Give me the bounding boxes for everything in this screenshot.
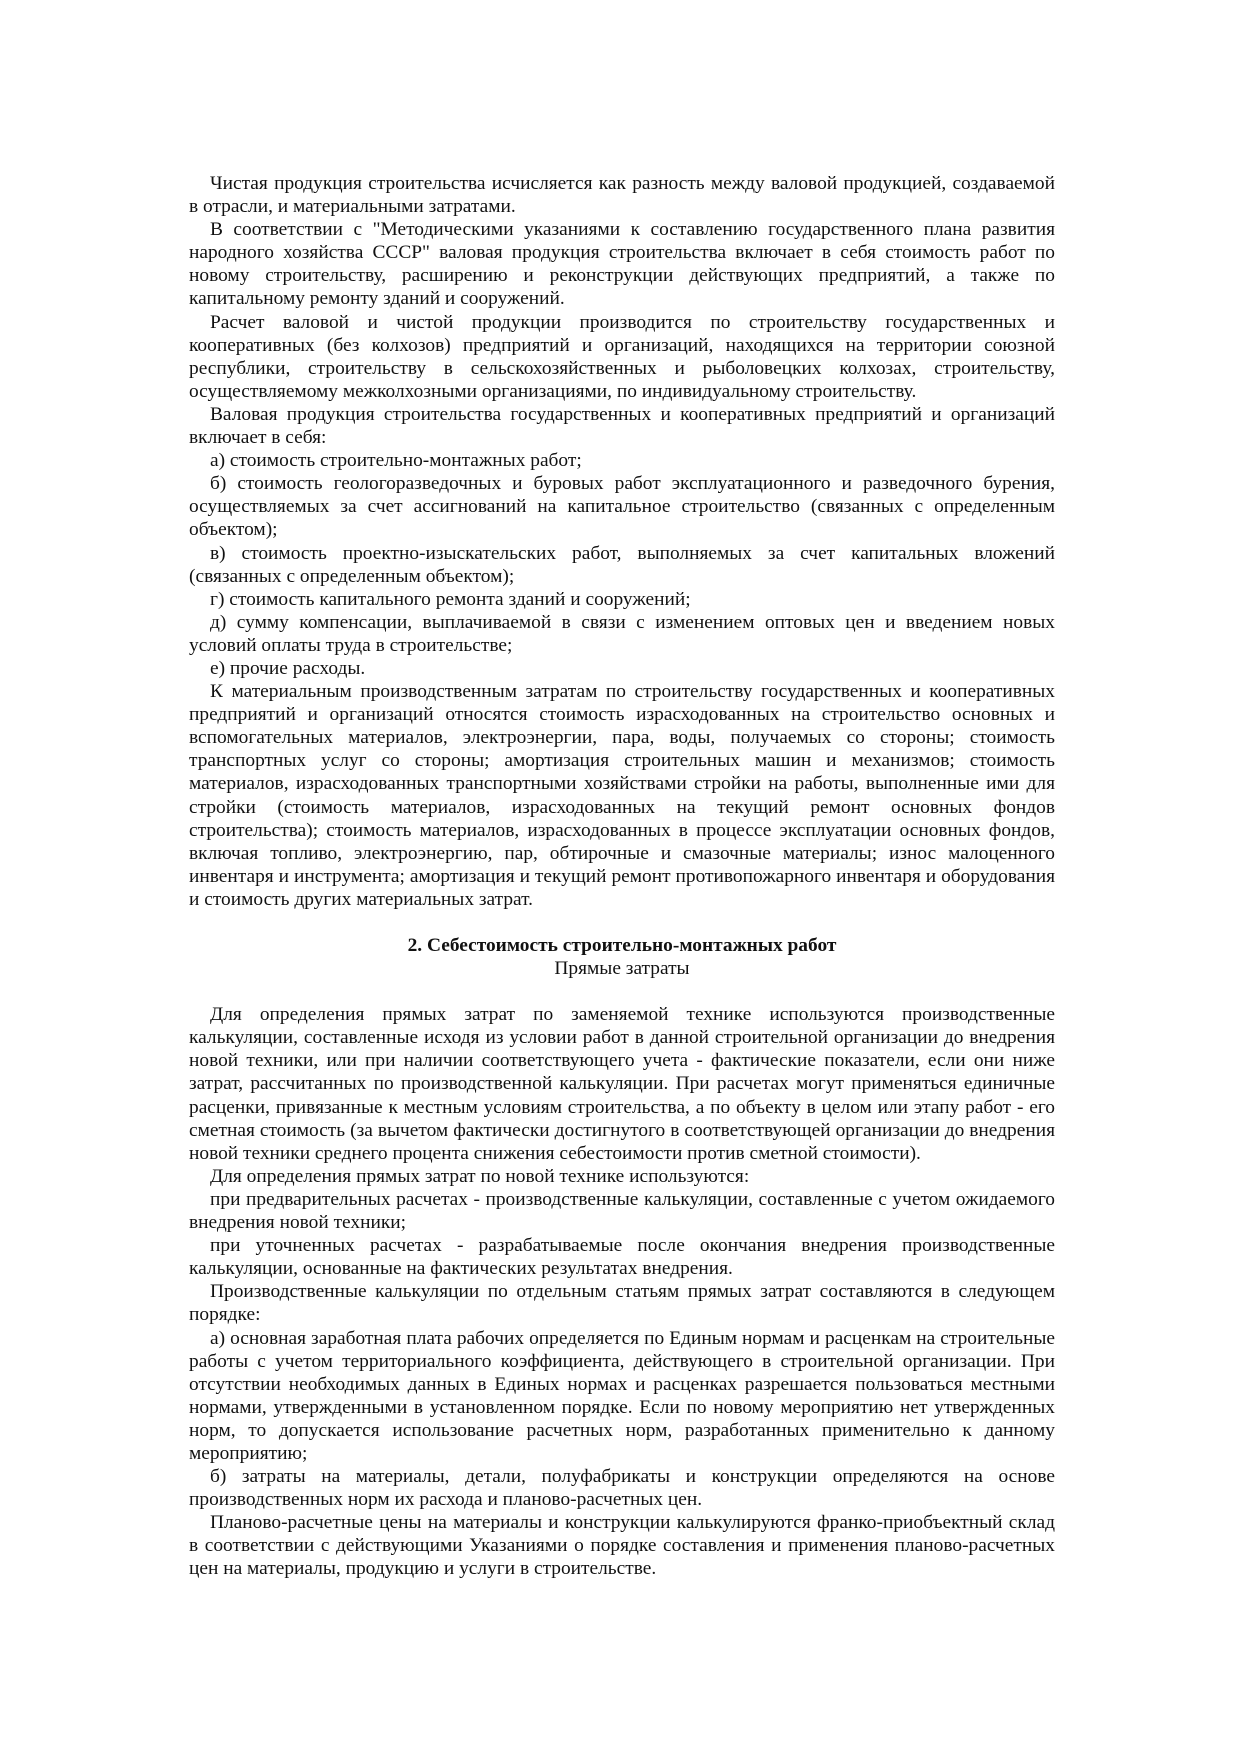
paragraph: В соответствии с "Методическими указаниями к составлению государственного плана развития народного хозяйства СССР" валовая продукция строительства включает в себя стоимость работ по новому строительству, расширению и реконструкции действующих предприятий, а также по капитальному ремонту зданий и сооружений. bbox=[189, 219, 1055, 310]
paragraph: Для определения прямых затрат по новой технике используются: bbox=[210, 1165, 750, 1187]
list-item: б) стоимость геологоразведочных и буровых работ эксплуатационного и разведочного бурения, осуществляемых за счет ассигнований на капитальное строительство (связанных с определенным объектом); bbox=[189, 473, 1055, 541]
list-item: при предварительных расчетах - производственные калькуляции, составленные с учетом ожидаемого внедрения новой техники; bbox=[189, 1188, 1055, 1234]
section-heading bbox=[189, 934, 1055, 980]
list-item: в) стоимость проектно-изыскательских работ, выполняемых за счет капитальных вложений (связанных с определенным объектом); bbox=[189, 542, 1055, 587]
list-item: а) стоимость строительно-монтажных работ; bbox=[210, 450, 582, 472]
paragraph: Валовая продукция строительства государственных и кооперативных предприятий и организаций включает в себя: bbox=[189, 403, 1055, 449]
list-item: б) затраты на материалы, детали, полуфабрикаты и конструкции определяются на основе производственных норм их расхода и планово-расчетных цен. bbox=[189, 1466, 1055, 1511]
list-item: при уточненных расчетах - разрабатываемые после окончания внедрения производственные калькуляции, основанные на фактических результатах внедрения. bbox=[189, 1235, 1055, 1280]
paragraph: К материальным производственным затратам по строительству государственных и кооперативных предприятий и организаций относятся стоимость израсходованных на строительство основных и вспомогательных материалов, электроэнергии, пара, воды, получаемых со стороны; стоимость транспортных услуг со стороны; амортизация строительных машин и механизмов; стоимость материалов, израсходованных транспортными хозяйствами стройки на работы, выполненные ими для стройки (стоимость материалов, израсходованных на текущий ремонт основных фондов строительства); стоимость материалов, израсходованных в процессе эксплуатации основных фондов, включая топливо, электроэнергию, пар, обтирочные и смазочные материалы; износ малоценного инвентаря и инструмента; амортизация и текущий ремонт противопожарного инвентаря и оборудования и стоимость других материальных затрат. bbox=[189, 681, 1055, 910]
list-item: д) сумму компенсации, выплачиваемой в связи с изменением оптовых цен и введением новых условий оплаты труда в строительстве; bbox=[189, 611, 1055, 656]
section-subtitle: Прямые затраты bbox=[554, 958, 690, 980]
document-page bbox=[189, 172, 1055, 1581]
section-body bbox=[189, 1003, 1055, 1580]
paragraph: Чистая продукция строительства исчисляется как разность между валовой продукцией, создаваемой в отрасли, и материальными затратами. bbox=[189, 173, 1055, 218]
paragraph: Для определения прямых затрат по заменяемой технике используются производственные калькуляции, составленные исходя из условии работ в данной строительной организации до внедрения новой техники, или при наличии соответствующего учета - фактические показатели, если они ниже затрат, рассчитанных по производственной калькуляции. При расчетах могут применяться единичные расценки, привязанные к местным условиям строительства, а по объекту в целом или этапу работ - его сметная стоимость (за вычетом фактически достигнутого в соответствующей организации до внедрения новой техники среднего процента снижения себестоимости против сметной стоимости). bbox=[189, 1004, 1055, 1164]
paragraph: Планово-расчетные цены на материалы и конструкции калькулируются франко-приобъектный склад в соответствии с действующими Указаниями о порядке составления и применения планово-расчетных цен на материалы, продукцию и услуги в строительстве. bbox=[189, 1512, 1055, 1580]
list-item: а) основная заработная плата рабочих определяется по Единым нормам и расценкам на строительные работы с учетом территориального коэффициента, действующего в строительной организации. При отсутствии необходимых данных в Единых нормах и расценках разрешается пользоваться местными нормами, утвержденными в установленном порядке. Если по новому мероприятию нет утвержденных норм, то допускается использование расчетных норм, разработанных применительно к данному мероприятию; bbox=[189, 1327, 1055, 1464]
paragraph: Производственные калькуляции по отдельным статьям прямых затрат составляются в следующем порядке: bbox=[189, 1281, 1055, 1326]
section-title: 2. Себестоимость строительно-монтажных работ bbox=[407, 935, 837, 956]
list-item: г) стоимость капитального ремонта зданий и сооружений; bbox=[210, 588, 691, 610]
list-item: е) прочие расходы. bbox=[210, 657, 366, 679]
paragraph: Расчет валовой и чистой продукции производится по строительству государственных и кооперативных (без колхозов) предприятий и организаций, находящихся на территории союзной республики, строительству в сельскохозяйственных и рыболовецких колхозах, строительству, осуществляемому межколхозными организациями, по индивидуальному строительству. bbox=[189, 311, 1055, 402]
